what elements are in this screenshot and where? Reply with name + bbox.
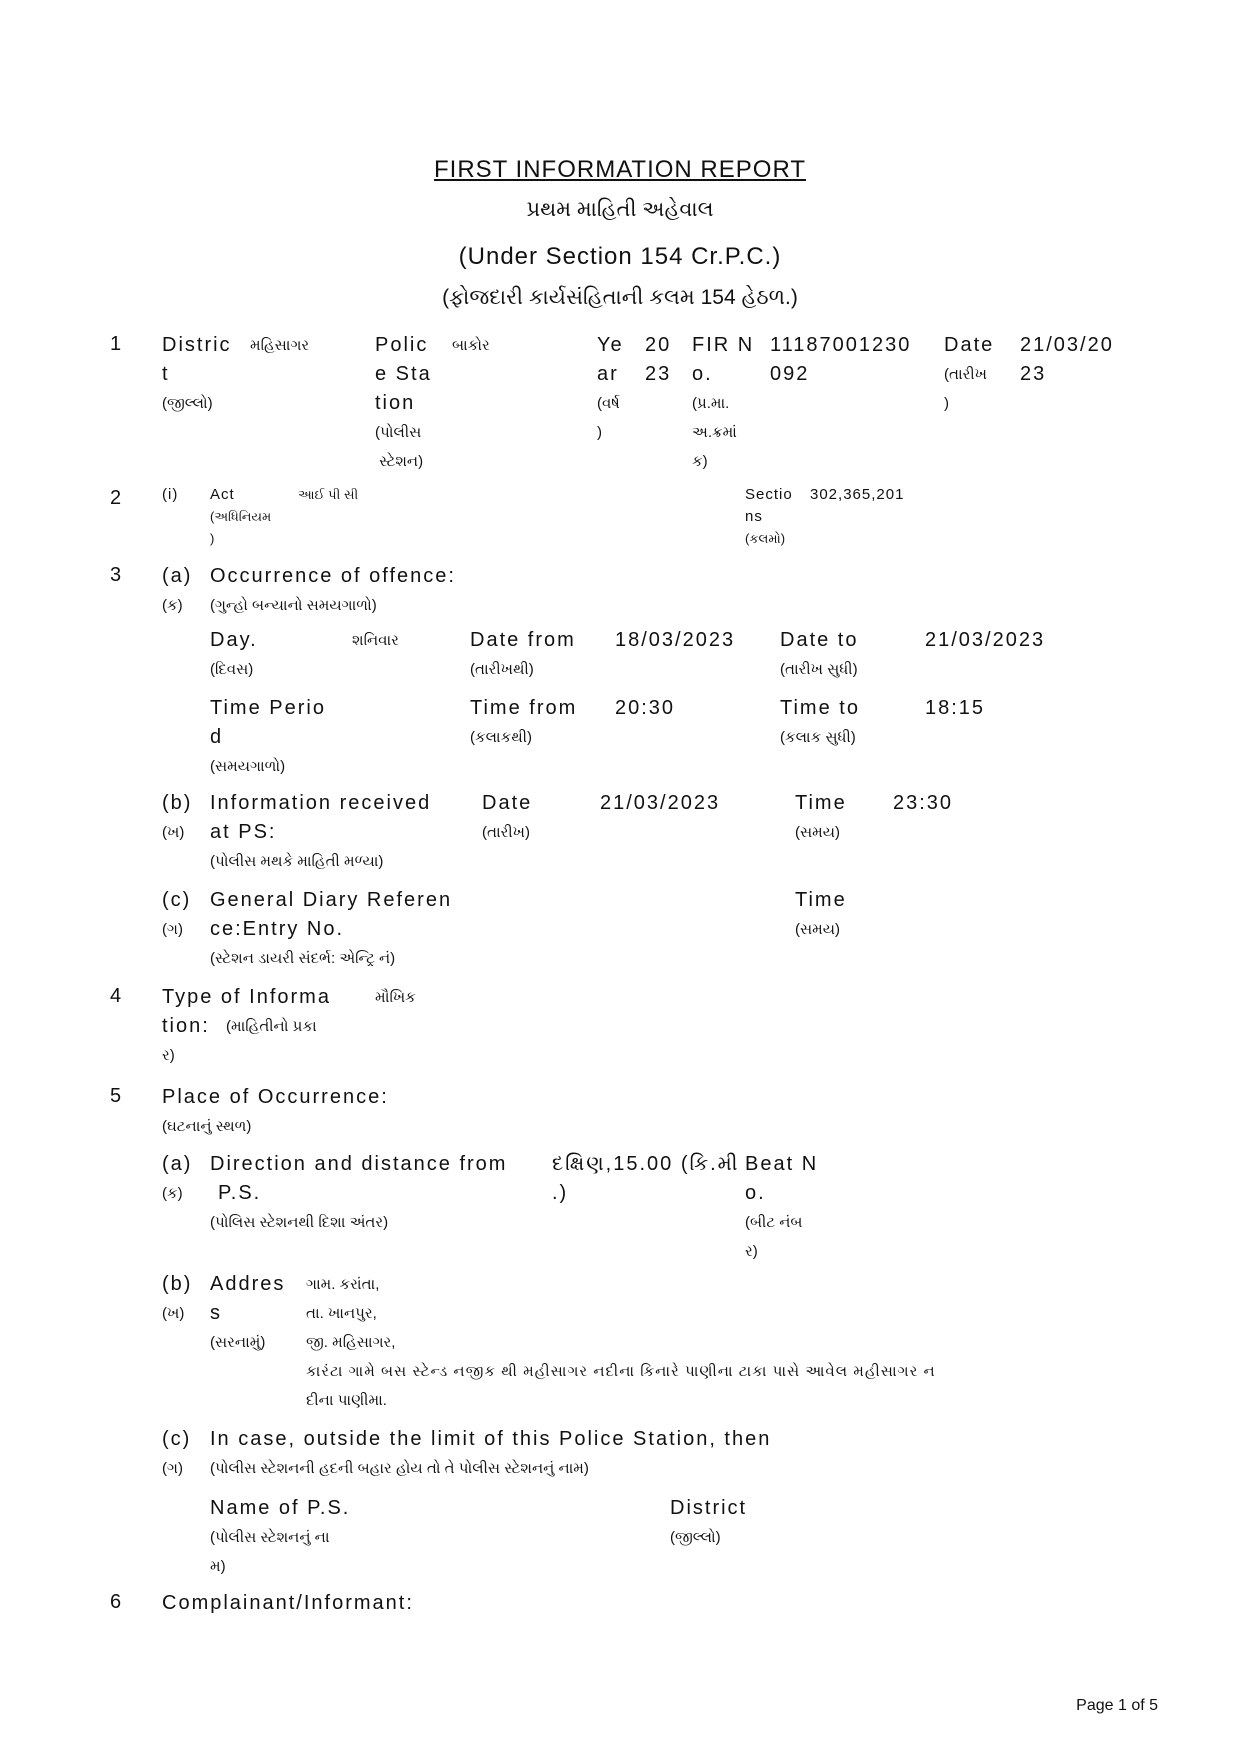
- district-label-cont: t: [162, 363, 170, 385]
- beat-number-label-2: o.: [745, 1182, 766, 1204]
- time-period-label-gujarati: (સમયગાળો): [210, 758, 286, 775]
- district-label: Distric: [162, 334, 232, 356]
- item-c-label: (c): [162, 889, 192, 911]
- outside-district-label: District: [670, 1497, 748, 1519]
- item-b-label-gujarati: (ખ): [162, 824, 185, 841]
- section-2-number: 2: [110, 487, 122, 509]
- date-value-2: 23: [1020, 363, 1047, 385]
- diary-time-label-gujarati: (સમય): [795, 921, 841, 938]
- item-5b-label: (b): [162, 1273, 193, 1295]
- date-from-value: 18/03/2023: [615, 629, 736, 651]
- under-section-gujarati: (ફોજદારી કાર્યસંહિતાની કલમ 154 હેઠળ.): [442, 286, 798, 309]
- info-type-label-gujarati: (માહિતીનો પ્રકા: [226, 1018, 317, 1035]
- time-from-label-gujarati: (કલાકથી): [470, 729, 532, 746]
- direction-distance-label-gujarati: (પોલિસ સ્ટેશનથી દિશા અંતર): [210, 1214, 389, 1231]
- district-label-gujarati: (જીલ્લો): [162, 395, 213, 412]
- info-received-label: Information received: [210, 792, 432, 814]
- date-from-label: Date from: [470, 629, 576, 651]
- fir-number-label: FIR N: [692, 334, 755, 356]
- time-to-label-gujarati: (કલાક સુધી): [780, 729, 856, 746]
- info-type-label-gujarati-2: ર): [162, 1047, 175, 1064]
- fir-number-label-2: o.: [692, 363, 713, 385]
- time-to-label: Time to: [780, 697, 860, 719]
- under-section: (Under Section 154 Cr.P.C.): [458, 243, 782, 270]
- address-label-2: s: [210, 1302, 222, 1324]
- info-date-label-gujarati: (તારીખ): [482, 824, 530, 841]
- address-line-5: દીના પાણીમા.: [306, 1392, 387, 1409]
- info-received-label-2: at PS:: [210, 821, 277, 843]
- police-station-label: Polic: [375, 334, 429, 356]
- time-from-value: 20:30: [615, 697, 676, 719]
- page-number: Page 1 of 5: [1076, 1697, 1158, 1714]
- day-label: Day.: [210, 629, 258, 651]
- address-line-1: ગામ. કરાંતા,: [306, 1276, 380, 1293]
- act-label-gujarati-2: ): [210, 531, 215, 546]
- beat-number-label-gujarati-2: ર): [745, 1243, 758, 1260]
- section-5-number: 5: [110, 1085, 122, 1107]
- outside-limit-label: In case, outside the limit of this Police Station, then: [210, 1428, 772, 1450]
- place-of-occurrence-gujarati: (ઘટનાનું સ્થળ): [162, 1118, 252, 1135]
- beat-number-label: Beat N: [745, 1153, 819, 1175]
- item-c-label-gujarati: (ગ): [162, 921, 183, 938]
- item-a-label-gujarati: (ક): [162, 597, 183, 614]
- time-period-label-2: d: [210, 726, 224, 748]
- time-to-value: 18:15: [925, 697, 986, 719]
- item-5b-label-gujarati: (ખ): [162, 1305, 185, 1322]
- time-from-label: Time from: [470, 697, 578, 719]
- fir-number-label-gujarati-3: ક): [692, 453, 708, 470]
- item-a-label: (a): [162, 565, 193, 587]
- section-1-number: 1: [110, 333, 122, 355]
- info-received-label-gujarati: (પોલીસ મથકે માહિતી મળ્યા): [210, 853, 384, 870]
- item-b-label: (b): [162, 792, 193, 814]
- info-type-label: Type of Informa: [162, 986, 331, 1008]
- date-to-label: Date to: [780, 629, 859, 651]
- date-to-label-gujarati: (તારીખ સુધી): [780, 661, 858, 678]
- district-value: મહિસાગર: [250, 337, 310, 354]
- ps-name-label-gujarati-2: મ): [210, 1558, 226, 1575]
- info-type-label-2: tion:: [162, 1015, 210, 1037]
- address-line-4: કારંટા ગામે બસ સ્ટેન્ડ નજીક થી મહીસાગર નદીના કિનારે પાણીના ટાકા પાસે આવેલ મહીસાગર ન: [306, 1363, 936, 1380]
- act-index: (i): [162, 486, 179, 503]
- direction-distance-value: દક્ષિણ,15.00 (કિ.મી: [552, 1153, 740, 1175]
- item-5c-label-gujarati: (ગ): [162, 1460, 183, 1477]
- info-time-label: Time: [795, 792, 847, 814]
- year-label-gujarati: (વર્ષ: [597, 395, 620, 412]
- direction-distance-label: Direction and distance from: [210, 1153, 508, 1175]
- item-5a-label-gujarati: (ક): [162, 1185, 183, 1202]
- info-date-label: Date: [482, 792, 533, 814]
- date-from-label-gujarati: (તારીખથી): [470, 661, 534, 678]
- day-label-gujarati: (દિવસ): [210, 661, 254, 678]
- police-station-label-gujarati: (પોલીસ: [375, 424, 422, 441]
- sections-value: 302,365,201: [810, 486, 905, 503]
- direction-distance-label-2: P.S.: [218, 1182, 262, 1204]
- police-station-label-gujarati-2: સ્ટેશન): [375, 453, 424, 470]
- date-value: 21/03/20: [1020, 334, 1114, 356]
- fir-number-value-2: 092: [770, 363, 810, 385]
- ps-name-label: Name of P.S.: [210, 1497, 351, 1519]
- outside-limit-label-gujarati: (પોલીસ સ્ટેશનની હદની બહાર હોય તો તે પોલીસ સ્ટેશનનું નામ): [210, 1460, 589, 1477]
- sections-label-gujarati: (કલમો): [745, 531, 786, 546]
- diary-time-label: Time: [795, 889, 847, 911]
- section-6-number: 6: [110, 1591, 122, 1613]
- sections-label: Sectio: [745, 486, 793, 503]
- item-5c-label: (c): [162, 1428, 192, 1450]
- date-label: Date: [944, 334, 995, 356]
- address-label-gujarati: (સરનામું): [210, 1334, 266, 1351]
- act-label: Act: [210, 486, 235, 503]
- general-diary-label-gujarati: (સ્ટેશન ડાયરી સંદર્ભ: એન્ટ્રિ નં): [210, 950, 396, 967]
- year-value: 20: [645, 334, 672, 356]
- fir-number-value: 11187001230: [770, 334, 912, 356]
- place-of-occurrence-heading: Place of Occurrence:: [162, 1086, 389, 1108]
- act-value: આઈ પી સી: [298, 487, 359, 502]
- report-title: FIRST INFORMATION REPORT: [433, 156, 806, 183]
- info-time-value: 23:30: [893, 792, 954, 814]
- item-5a-label: (a): [162, 1153, 193, 1175]
- date-label-gujarati: (તારીખ: [944, 366, 987, 383]
- act-label-gujarati: (અધિનિયમ: [210, 509, 272, 524]
- ps-name-label-gujarati: (પોલીસ સ્ટેશનનું ના: [210, 1529, 330, 1546]
- general-diary-label-2: ce:Entry No.: [210, 918, 345, 940]
- sections-label-2: ns: [745, 508, 763, 525]
- fir-number-label-gujarati: (પ્ર.મા.: [692, 395, 730, 412]
- complainant-heading: Complainant/Informant:: [162, 1592, 414, 1614]
- date-label-gujarati-2: ): [944, 395, 949, 412]
- general-diary-label: General Diary Referen: [210, 889, 453, 911]
- occurrence-heading-gujarati: (ગુન્હો બન્યાનો સમયગાળો): [210, 597, 377, 614]
- report-title-gujarati: પ્રથમ માહિતી અહેવાલ: [526, 198, 714, 221]
- police-station-label-3: tion: [375, 392, 416, 414]
- address-label: Addres: [210, 1273, 286, 1295]
- year-value-2: 23: [645, 363, 672, 385]
- occurrence-heading: Occurrence of offence:: [210, 565, 456, 587]
- year-label-2: ar: [597, 363, 619, 385]
- info-date-value: 21/03/2023: [600, 792, 721, 814]
- time-period-label: Time Perio: [210, 697, 326, 719]
- police-station-value: બાકોર: [452, 337, 490, 354]
- address-line-3: જી. મહિસાગર,: [306, 1334, 396, 1351]
- fir-number-label-gujarati-2: અ.ક્રમાં: [692, 424, 737, 441]
- section-4-number: 4: [110, 985, 122, 1007]
- beat-number-label-gujarati: (બીટ નંબ: [745, 1214, 803, 1231]
- info-type-value: મૌખિક: [375, 989, 416, 1006]
- police-station-label-2: e Sta: [375, 363, 432, 385]
- year-label-gujarati-2: ): [597, 424, 602, 441]
- address-line-2: તા. ખાનપુર,: [306, 1305, 377, 1322]
- year-label: Ye: [597, 334, 624, 356]
- day-value: શનિવાર: [352, 632, 399, 649]
- section-3-number: 3: [110, 564, 122, 586]
- outside-district-label-gujarati: (જીલ્લો): [670, 1529, 721, 1546]
- date-to-value: 21/03/2023: [925, 629, 1046, 651]
- direction-distance-value-2: .): [552, 1182, 569, 1204]
- info-time-label-gujarati: (સમય): [795, 824, 841, 841]
